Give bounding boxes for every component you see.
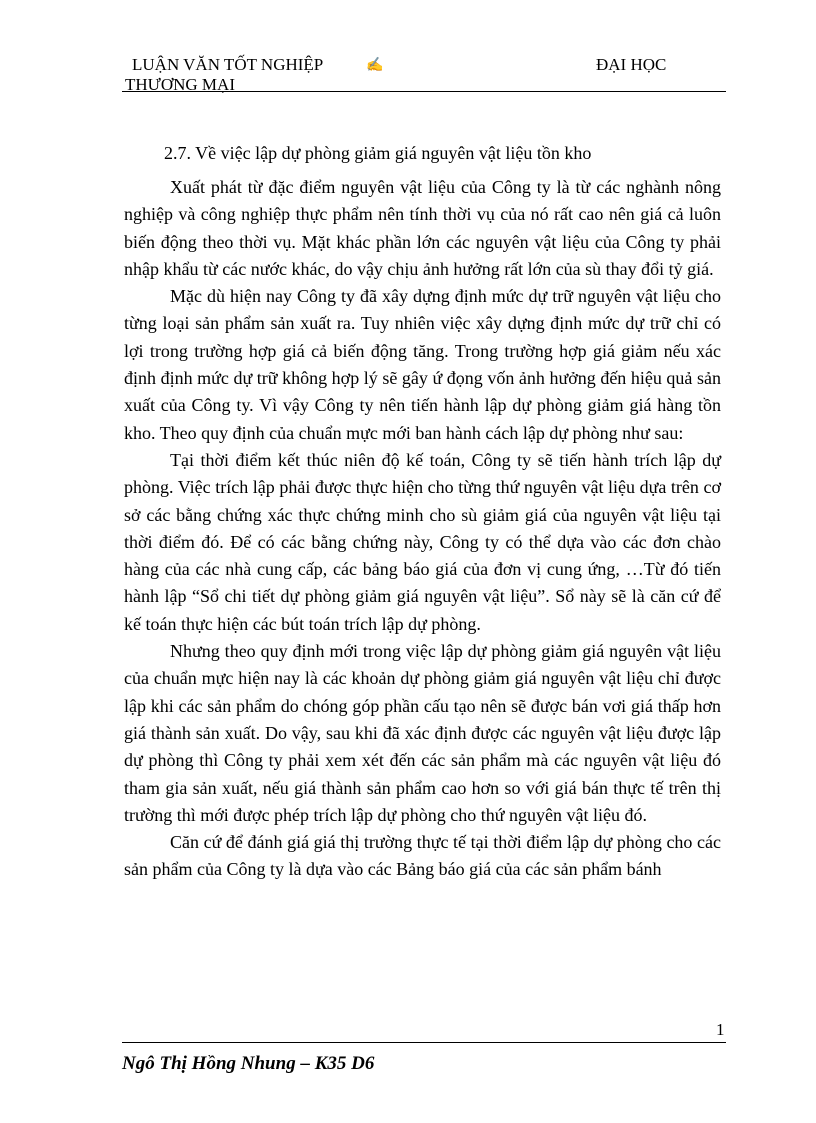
page-header [122,52,726,94]
footer-author: Ngô Thị Hồng Nhung – K35 D6 [122,1053,375,1074]
document-body [124,140,721,884]
paragraph: Nhưng theo quy định mới trong việc lập dự phòng giảm giá nguyên vật liệu của chuẩn mực hiện nay là các khoản dự phòng giảm giá nguyên vật liệu chỉ được lập khi các sản phẩm do chóng góp phần cấu tạo nên sẽ được bán vơi giá thấp hơn giá thành sản xuất. Do vậy, sau khi đã xác định được các nguyên vật liệu được lập dự phòng thì Công ty phải xem xét đến các sản phẩm mà các nguyên vật liệu đó tham gia sản xuất, nếu giá thành sản phẩm cao hơn so với giá bán thực tế trên thị trường thì mới được phép trích lập dự phòng cho thứ nguyên vật liệu đó. [124,641,721,825]
header-title-right: ĐẠI HỌC [596,55,667,74]
footer-rule [122,1042,726,1043]
paragraph: Xuất phát từ đặc điểm nguyên vật liệu của Công ty là từ các nghành nông nghiệp và công nghiệp thực phẩm nên tính thời vụ của nó rất cao nên giá cả luôn biến động theo thời vụ. Mặt khác phần lớn các nguyên vật liệu của Công ty phải nhập khẩu từ các nước khác, do vậy chịu ảnh hưởng rất lớn của sù thay đổi tỷ giá. [124,177,721,279]
header-title-left-line2: THƯƠNG MẠI [125,75,235,94]
page-number: 1 [716,1020,725,1039]
header-rule [122,91,726,92]
paragraph: Tại thời điểm kết thúc niên độ kế toán, Công ty sẽ tiến hành trích lập dự phòng. Việc trích lập phải được thực hiện cho từng thứ nguyên vật liệu dựa trên cơ sở các bằng chứng xác thực chứng minh cho sù giảm giá của nguyên vật liệu tại thời điểm đó. Để có các bằng chứng này, Công ty có thể dựa vào các đơn chào hàng của các nhà cung cấp, các bảng báo giá của đơn vị cung ứng, …Từ đó tiến hành lập “Sổ chi tiết dự phòng giảm giá nguyên vật liệu”. Sổ này sẽ là căn cứ để kế toán thực hiện các bút toán trích lập dự phòng. [124,449,721,634]
paragraph: Căn cứ để đánh giá giá thị trường thực tế tại thời điểm lập dự phòng cho các sản phẩm của Công ty là dựa vào các Bảng báo giá của các sản phẩm bánh [124,832,721,880]
header-title-left: LUẬN VĂN TỐT NGHIỆP [132,55,324,74]
writing-hand-icon: ✍ [366,58,384,73]
section-heading: 2.7. Về việc lập dự phòng giảm giá nguyên vật liệu tồn kho [164,143,592,163]
paragraph: Mặc dù hiện nay Công ty đã xây dựng định mức dự trữ nguyên vật liệu cho từng loại sản phẩm sản xuất ra. Tuy nhiên việc xây dựng định mức dự trữ chỉ có lợi trong trường hợp giá cả biến động tăng. Trong trường hợp giá giảm nếu xác định định mức dự trữ không hợp lý sẽ gây ứ đọng vốn ảnh hưởng đến hiệu quả sản xuất của Công ty. Vì vậy Công ty nên tiến hành lập dự phòng giảm giá hàng tồn kho. Theo quy định của chuẩn mực mới ban hành cách lập dự phòng như sau: [124,286,721,443]
